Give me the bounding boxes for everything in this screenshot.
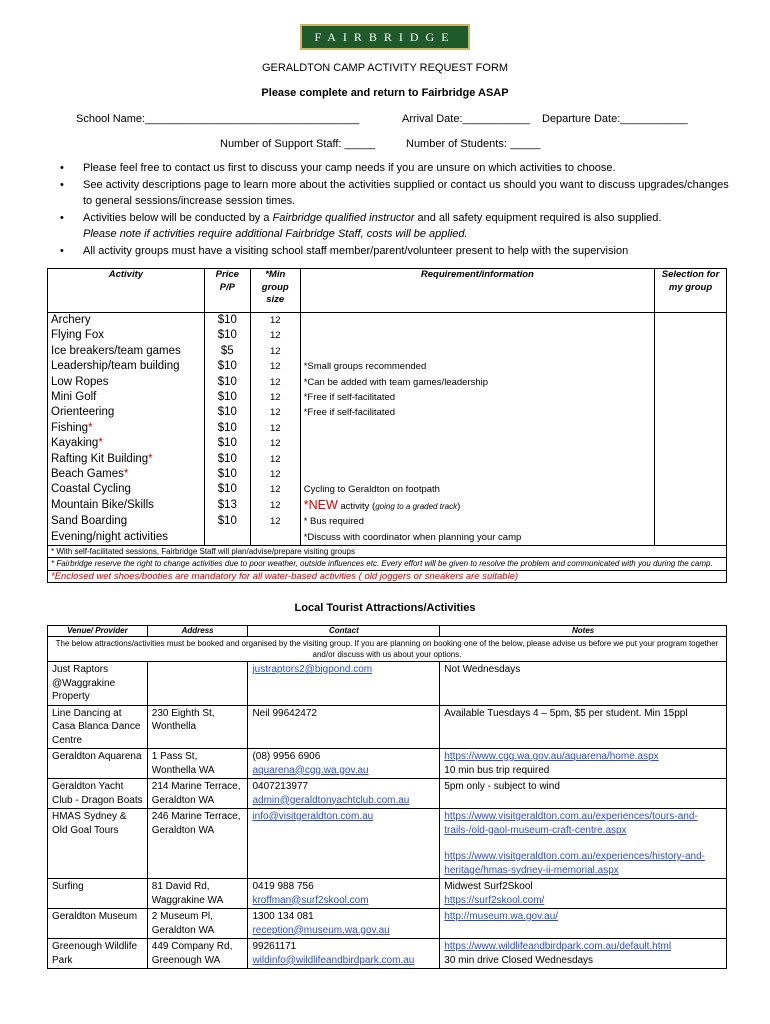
activity-selection-cell[interactable]: [655, 452, 727, 467]
school-name-field[interactable]: School Name:___________________________________: [76, 113, 360, 125]
venue-address: 2 Museum Pl, Geraldton WA: [147, 909, 248, 939]
activity-row: [48, 498, 727, 514]
activity-min-group: 12: [250, 390, 300, 405]
activity-price: $10: [204, 482, 250, 497]
activity-price: $10: [204, 313, 250, 329]
activity-name: Evening/night activities: [48, 530, 205, 546]
note-row-warning: *Enclosed wet shoes/booties are mandatory for all water-based activities ( old joggers or sneakers are suitable): [48, 570, 727, 582]
bullet-item: • Activities below will be conducted by a Fairbridge qualified instructor and all safety equipment required is also supplied. Please note if activities require additional Fairbridge Staff, costs will be applied.: [60, 210, 730, 243]
activity-requirement: *Free if self-facilitated: [300, 405, 654, 420]
tourist-row: [48, 809, 727, 879]
departure-date-field[interactable]: Departure Date:___________: [542, 113, 688, 125]
activity-min-group: 12: [250, 375, 300, 390]
activity-min-group: 12: [250, 514, 300, 529]
venue-contact: [248, 705, 440, 749]
activity-min-group: 12: [250, 482, 300, 497]
activity-selection-cell[interactable]: [655, 390, 727, 405]
activity-selection-cell[interactable]: [655, 498, 727, 514]
activity-selection-cell[interactable]: [655, 344, 727, 359]
activity-price: $10: [204, 328, 250, 343]
contact-line: 99261171: [252, 941, 297, 952]
activity-name: Fishing*: [48, 421, 205, 436]
activity-price: $5: [204, 344, 250, 359]
venue-note: Not Wednesdays: [444, 664, 521, 675]
activity-price: [204, 530, 250, 546]
note-row: * Fairbridge reserve the right to change activities due to poor weather, outside influences etc. Every effort will be given to resolve the problem and communicated with you during the camp.: [48, 558, 727, 571]
activity-selection-cell[interactable]: [655, 375, 727, 390]
activity-selection-cell[interactable]: [655, 530, 727, 546]
activity-min-group: 12: [250, 313, 300, 329]
tourist-row: [48, 705, 727, 749]
venue-address: 1 Pass St, Wonthella WA: [147, 749, 248, 779]
venue-notes: [440, 749, 727, 779]
contact-line[interactable]: admin@geraldtonyachtclub.com.au: [252, 794, 410, 806]
activity-row: [48, 436, 727, 451]
venue-address: 449 Company Rd, Greenough WA: [147, 939, 248, 969]
activity-price: $10: [204, 467, 250, 482]
venue-note[interactable]: http://museum.wa.gov.au/: [444, 911, 559, 922]
activity-requirement: [300, 467, 654, 482]
activity-name: Rafting Kit Building*: [48, 452, 205, 467]
activity-requirement: *Small groups recommended: [300, 359, 654, 374]
contact-line[interactable]: info@visitgeraldton.com.au: [252, 811, 374, 822]
tourist-table: [47, 625, 727, 969]
venue-contact: [248, 662, 440, 706]
venue-note[interactable]: https://www.visitgeraldton.com.au/experiences/history-and-heritage/hmas-sydney-ii-memorial.aspx: [444, 851, 705, 876]
activity-name: Orienteering: [48, 405, 205, 420]
activity-selection-cell[interactable]: [655, 359, 727, 374]
activity-requirement: [300, 452, 654, 467]
form-title: GERALDTON CAMP ACTIVITY REQUEST FORM: [261, 62, 509, 74]
form-subtitle: Please complete and return to Fairbridge ASAP: [261, 87, 509, 99]
activity-row: [48, 482, 727, 497]
venue-note: 10 min bus trip required: [444, 764, 550, 776]
activity-name: Mini Golf: [48, 390, 205, 405]
activity-requirement: [300, 328, 654, 343]
venue-notes: [440, 809, 727, 879]
header-selection: Selection for my group: [655, 269, 727, 313]
activity-name: Sand Boarding: [48, 514, 205, 529]
venue-name: Greenough Wildlife Park: [48, 939, 148, 969]
venue-note: Midwest Surf2Skool: [444, 881, 533, 892]
activity-row: [48, 344, 727, 359]
contact-line: 0419 988 756: [252, 881, 314, 892]
activity-min-group: 12: [250, 344, 300, 359]
activity-row: [48, 421, 727, 436]
tourist-row: [48, 909, 727, 939]
venue-contact: [248, 779, 440, 809]
contact-line[interactable]: aquarena@cgg.wa.gov.au: [252, 764, 369, 776]
activity-selection-cell[interactable]: [655, 405, 727, 420]
fairbridge-logo: FAIRBRIDGE: [300, 24, 470, 50]
activity-selection-cell[interactable]: [655, 436, 727, 451]
venue-address: 246 Marine Terrace, Geraldton WA: [147, 809, 248, 879]
info-bullets: [60, 160, 730, 259]
activity-selection-cell[interactable]: [655, 328, 727, 343]
activity-row: [48, 467, 727, 482]
activity-name: Ice breakers/team games: [48, 344, 205, 359]
contact-line[interactable]: reception@museum.wa.gov.au: [252, 924, 390, 936]
activity-row: [48, 359, 727, 374]
contact-line: (08) 9956 6906: [252, 751, 321, 762]
header-activity: Activity: [48, 269, 205, 313]
tourist-row: [48, 749, 727, 779]
activity-row: [48, 313, 727, 329]
venue-notes: [440, 879, 727, 909]
activity-price: $10: [204, 405, 250, 420]
activity-min-group: 12: [250, 452, 300, 467]
activity-row: [48, 452, 727, 467]
tourist-row: [48, 779, 727, 809]
venue-contact: [248, 909, 440, 939]
venue-name: Geraldton Yacht Club - Dragon Boats: [48, 779, 148, 809]
activity-price: $10: [204, 436, 250, 451]
tourist-section-title: Local Tourist Attractions/Activities: [294, 602, 476, 614]
contact-line: Neil 99642472: [252, 707, 317, 719]
activity-row: [48, 530, 727, 546]
bullet-item: • All activity groups must have a visiting school staff member/parent/volunteer present to help with the supervision: [60, 243, 730, 260]
asterisk: *: [88, 421, 93, 434]
activity-header-row: [48, 269, 727, 313]
contact-line: 0407213977: [252, 781, 309, 792]
tourist-intro-row: The below attractions/activities must be booked and organised by the visiting group. If you are planning on booking one of the below, please advise us before we put your program together and/or discuss with us about your options.: [48, 637, 727, 662]
venue-note[interactable]: https://www.visitgeraldton.com.au/experiences/tours-and-trails-/old-gaol-museum-craft-centre.aspx: [444, 811, 698, 836]
venue-note: 30 min drive Closed Wednesdays: [444, 954, 594, 966]
contact-line[interactable]: kroffman@surf2skool.com: [252, 894, 369, 906]
activity-price: $10: [204, 452, 250, 467]
support-staff-field[interactable]: Number of Support Staff: _____: [220, 138, 376, 150]
venue-name: Geraldton Aquarena: [48, 749, 148, 779]
activity-min-group: [250, 530, 300, 546]
asterisk: *: [148, 452, 153, 465]
contact-line[interactable]: wildinfo@wildlifeandbirdpark.com.au: [252, 954, 415, 966]
activity-requirement: [300, 313, 654, 329]
venue-note[interactable]: https://www.wildlifeandbirdpark.com.au/default.html: [444, 941, 672, 952]
activity-name: Kayaking*: [48, 436, 205, 451]
venue-contact: [248, 879, 440, 909]
activity-requirement: [300, 436, 654, 451]
venue-name: HMAS Sydney & Old Goal Tours: [48, 809, 148, 879]
activity-min-group: 12: [250, 421, 300, 436]
activity-requirement: *NEW activity (going to a graded track): [300, 498, 654, 514]
activity-row: [48, 375, 727, 390]
activity-name: Low Ropes: [48, 375, 205, 390]
activity-min-group: 12: [250, 498, 300, 514]
asterisk: *: [123, 468, 129, 481]
activity-min-group: 12: [250, 467, 300, 482]
venue-name: Line Dancing at Casa Blanca Dance Centre: [48, 705, 148, 749]
venue-note: Available Tuesdays 4 – 5pm, $5 per student. Min 15ppl: [444, 707, 688, 719]
header-requirement: Requirement/information: [300, 269, 654, 313]
header-address: Address: [147, 626, 248, 637]
activity-row: [48, 405, 727, 420]
venue-address: 230 Eighth St, Wonthella: [147, 705, 248, 749]
venue-address: [147, 662, 248, 706]
activity-price: $13: [204, 498, 250, 514]
venue-notes: [440, 939, 727, 969]
venue-note: 5pm only - subject to wind: [444, 781, 560, 792]
venue-address: 81 David Rd, Waggrakine WA: [147, 879, 248, 909]
activity-price: $10: [204, 359, 250, 374]
tourist-header-row: [48, 626, 727, 637]
header-price: Price P/P: [204, 269, 250, 313]
bullet-item: • Please feel free to contact us first to discuss your camp needs if you are unsure on which activities to choose.: [60, 160, 730, 177]
activity-min-group: 12: [250, 328, 300, 343]
activity-name: Archery: [48, 313, 205, 329]
venue-notes: [440, 909, 727, 939]
students-field[interactable]: Number of Students: _____: [406, 138, 541, 150]
venue-name: Just Raptors @Waggrakine Property: [48, 662, 148, 706]
activity-requirement: Cycling to Geraldton on footpath: [300, 482, 654, 497]
venue-address: 214 Marine Terrace, Geraldton WA: [147, 779, 248, 809]
activity-selection-cell[interactable]: [655, 313, 727, 329]
activity-row: [48, 328, 727, 343]
asterisk: *: [98, 437, 103, 450]
activity-name: Flying Fox: [48, 328, 205, 343]
header-min-group: *Min group size: [250, 269, 300, 313]
note-row: * With self-facilitated sessions, Fairbridge Staff will plan/advise/prepare visiting groups: [48, 546, 727, 558]
activity-selection-cell[interactable]: [655, 482, 727, 497]
header-contact: Contact: [248, 626, 440, 637]
venue-name: Geraldton Museum: [48, 909, 148, 939]
header-notes: Notes: [440, 626, 727, 637]
venue-contact: [248, 809, 440, 879]
activity-selection-cell[interactable]: [655, 421, 727, 436]
activity-requirement: *Can be added with team games/leadership: [300, 375, 654, 390]
activity-name: Mountain Bike/Skills: [48, 498, 205, 514]
activity-requirement: [300, 421, 654, 436]
activity-row: [48, 390, 727, 405]
venue-name: Surfing: [48, 879, 148, 909]
bullet-item: • See activity descriptions page to learn more about the activities supplied or contact us should you want to discuss upgrades/changes to general sessions/increase session times.: [60, 177, 730, 210]
activity-requirement: * Bus required: [300, 514, 654, 529]
venue-notes: [440, 779, 727, 809]
contact-line[interactable]: justraptors2@bigpond.com: [252, 664, 373, 675]
arrival-date-field[interactable]: Arrival Date:___________: [402, 113, 530, 125]
contact-line: 1300 134 081: [252, 911, 314, 922]
activity-row: [48, 514, 727, 529]
activity-min-group: 12: [250, 405, 300, 420]
new-badge: *NEW: [303, 497, 338, 512]
activity-selection-cell[interactable]: [655, 514, 727, 529]
activity-name: Beach Games*: [48, 467, 205, 482]
activity-price: $10: [204, 514, 250, 529]
activity-name: Leadership/team building: [48, 359, 205, 374]
activity-requirement: *Discuss with coordinator when planning your camp: [300, 530, 654, 546]
activity-price: $10: [204, 390, 250, 405]
activity-price: $10: [204, 375, 250, 390]
activity-min-group: 12: [250, 359, 300, 374]
activity-requirement: [300, 344, 654, 359]
venue-notes: [440, 705, 727, 749]
venue-note[interactable]: https://www.cgg.wa.gov.au/aquarena/home.aspx: [444, 751, 659, 762]
activity-table: [47, 268, 727, 583]
header-venue: Venue/ Provider: [48, 626, 148, 637]
activity-name: Coastal Cycling: [48, 482, 205, 497]
tourist-row: [48, 662, 727, 706]
venue-contact: [248, 749, 440, 779]
activity-min-group: 12: [250, 436, 300, 451]
venue-contact: [248, 939, 440, 969]
venue-notes: [440, 662, 727, 706]
tourist-row: [48, 879, 727, 909]
activity-selection-cell[interactable]: [655, 467, 727, 482]
activity-requirement: *Free if self-facilitated: [300, 390, 654, 405]
venue-note[interactable]: https://surf2skool.com/: [444, 894, 545, 906]
activity-price: $10: [204, 421, 250, 436]
tourist-row: [48, 939, 727, 969]
